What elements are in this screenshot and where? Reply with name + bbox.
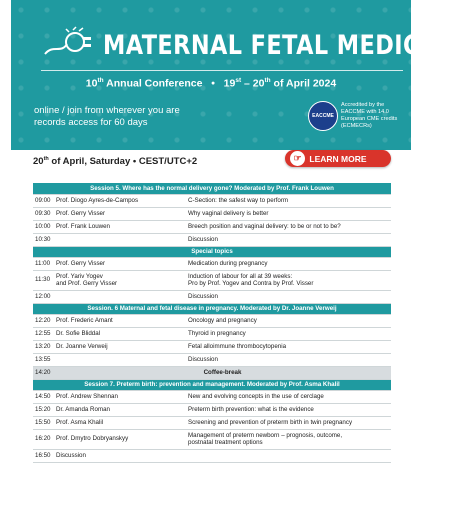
table-row [33,340,391,353]
speaker-cell: Prof. Frank Louwen [54,220,186,233]
header-band [11,0,463,150]
date-tail: of April 2024 [270,77,337,90]
topic-cell: Discussion [186,233,391,246]
umbilical-plug-logo-icon [43,26,99,58]
table-row [33,403,391,416]
topic-cell: Oncology and pregnancy [186,314,391,327]
speaker-cell: Dr. Sofie Bliddal [54,327,186,340]
speaker-cell: Prof. Andrew Shennan [54,390,186,403]
time-cell: 10:00 [33,220,54,233]
table-row [33,257,391,270]
topic-cell: Screening and prevention of preterm birth in twin pregnancy [186,416,391,429]
date-dash: – [241,77,253,90]
time-cell: 13:20 [33,340,54,353]
title-divider [41,70,403,71]
table-row [33,353,391,366]
coffee-break-row [33,366,391,379]
table-row [33,390,391,403]
session-header [33,303,391,314]
speaker-name: Prof. Dmytro Dobryanskyy [56,435,129,443]
day-heading [33,156,197,167]
conference-ordinal-suffix: th [97,77,104,84]
session-header [33,183,391,194]
speaker-cell [54,233,186,246]
date-start-suffix: st [235,77,242,84]
time-cell: 11:00 [33,257,54,270]
conference-label: Annual Conference [103,77,203,90]
accreditation-text [341,102,416,130]
topic-cell [186,429,391,449]
learn-more-label: LEARN MORE [309,153,367,164]
time-cell: 13:55 [33,353,54,366]
session-header [33,379,391,390]
schedule-table [33,183,391,463]
accredited-line: Accredited by the [341,102,385,108]
topic-cell [186,270,391,290]
table-row [33,327,391,340]
topic-cell: Fetal alloimmune thrombocytopenia [186,340,391,353]
date-end: 20 [252,77,265,90]
accredited-line: EACCME with 14.0 [341,109,389,115]
topic-cell: Thyroid in pregnancy [186,327,391,340]
topic-cell: Breech position and vaginal delivery: to be or not to be? [186,220,391,233]
topic-cell: C-Section: the safest way to perform [186,194,391,207]
coffee-break-label: Coffee-break [54,366,391,379]
records-line: records access for 60 days [34,117,148,128]
table-row [33,207,391,220]
session-title: Special topics [33,246,391,257]
bullet: • [211,77,215,90]
table-row [33,270,391,290]
session-header [33,246,391,257]
date-end-suffix: th [264,77,271,84]
speaker-cell: Prof. Gerry Visser [54,207,186,220]
speaker-cell: Dr. Amanda Roman [54,403,186,416]
table-row [33,429,391,449]
conference-line [11,77,411,90]
table-row [33,220,391,233]
time-cell: 15:50 [33,416,54,429]
time-cell: 11:30 [33,270,54,290]
speaker-cell: Prof. Asma Khalil [54,416,186,429]
page-title: MATERNAL FETAL MEDICINE [103,30,463,61]
speaker-name-2: and Prof. Gerry Visser [56,280,118,287]
topic-text-2: Pro by Prof. Yogev and Contra by Prof. Visser [188,280,314,287]
time-cell: 10:30 [33,233,54,246]
badge-text: EACCME [312,113,334,119]
time-cell: 09:30 [33,207,54,220]
session-title: Session 5. Where has the normal delivery gone? Moderated by Prof. Frank Louwen [33,183,391,194]
topic-cell: Why vaginal delivery is better [186,207,391,220]
topic-cell [186,449,391,462]
eaccme-badge-icon [308,101,338,131]
learn-more-button[interactable] [285,150,391,167]
speaker-cell: Prof. Gerry Visser [54,257,186,270]
topic-text: Management of preterm newborn – prognosis, outcome, [188,431,343,439]
time-cell: 15:20 [33,403,54,416]
session-title: Session 7. Preterm birth: prevention and management. Moderated by Prof. Asma Khalil [33,379,391,390]
date-start: 19 [223,77,236,90]
day-number: 20 [33,156,44,168]
topic-cell: Medication during pregnancy [186,257,391,270]
time-cell: 16:50 [33,449,54,462]
time-cell: 14:20 [33,366,54,379]
table-row [33,233,391,246]
table-row [33,449,391,462]
table-row [33,416,391,429]
hand-pointer-icon: ☞ [290,151,305,166]
topic-text-2: postnatal treatment options [188,439,263,446]
day-suffix: th [43,156,49,162]
speaker-cell [54,270,186,290]
online-info [34,105,180,129]
speaker-cell [54,353,186,366]
session-title: Session. 6 Maternal and fetal disease in pregnancy. Moderated by Dr. Joanne Verweij [33,303,391,314]
time-cell: 12:20 [33,314,54,327]
day-tail: of April, Saturday • CEST/UTC+2 [48,156,198,168]
speaker-cell: Prof. Frederic Amant [54,314,186,327]
table-row [33,194,391,207]
table-row [33,290,391,303]
topic-cell: Preterm birth prevention: what is the evidence [186,403,391,416]
speaker-cell [54,429,186,449]
speaker-cell: Discussion [54,449,186,462]
table-row [33,314,391,327]
accredited-line: European CME credits [341,116,398,122]
speaker-name: Prof. Yariv Yogev [56,272,103,280]
accredited-line: (ECMECRs) [341,123,372,129]
time-cell: 14:50 [33,390,54,403]
speaker-cell [54,290,186,303]
time-cell: 12:55 [33,327,54,340]
topic-text: Induction of labour for all at 39 weeks: [188,272,293,280]
conference-ordinal: 10 [85,77,98,90]
online-line: online / join from wherever you are [34,105,180,116]
time-cell: 09:00 [33,194,54,207]
topic-cell: Discussion [186,290,391,303]
time-cell: 12:00 [33,290,54,303]
speaker-cell: Dr. Joanne Verweij [54,340,186,353]
speaker-cell: Prof. Diogo Ayres-de-Campos [54,194,186,207]
time-cell: 16:20 [33,429,54,449]
topic-cell: Discussion [186,353,391,366]
topic-cell: New and evolving concepts in the use of cerclage [186,390,391,403]
